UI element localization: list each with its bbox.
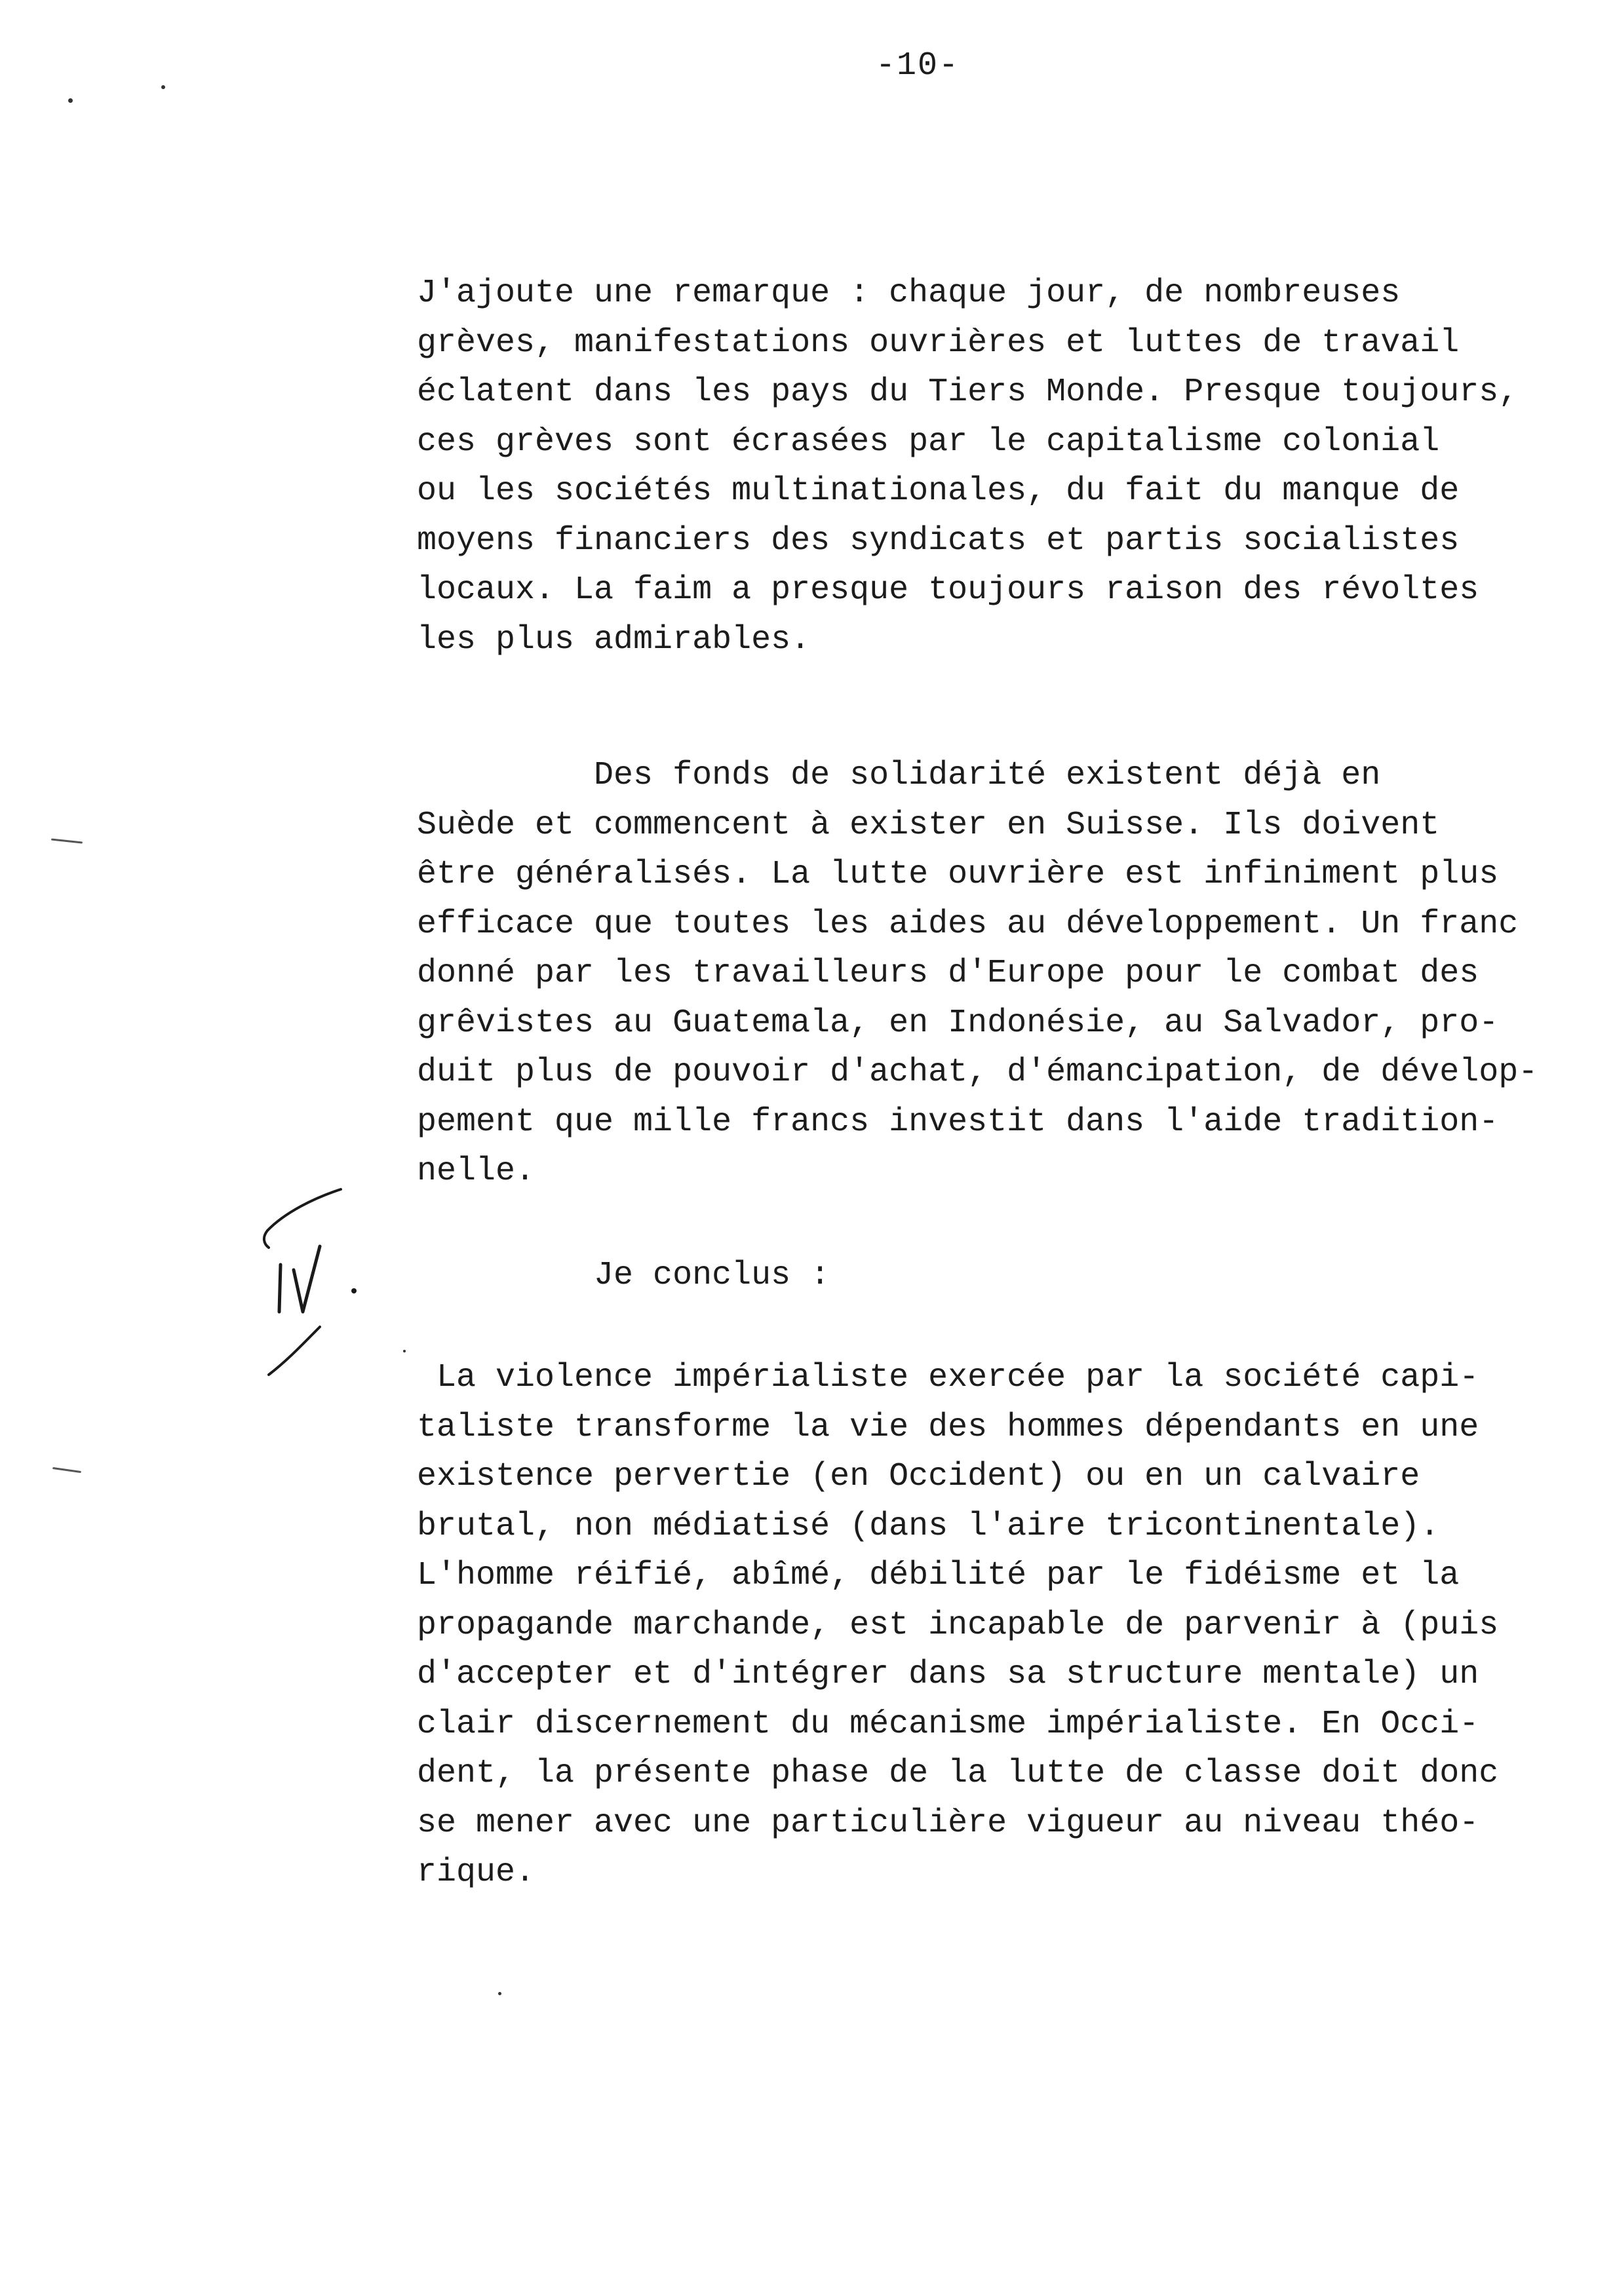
text-line: clair discernement du mécanisme impérialiste. En Occi- (417, 1705, 1479, 1743)
text-line: nelle. (417, 1153, 535, 1190)
text-line: taliste transforme la vie des hommes dépendants en une (417, 1408, 1479, 1446)
text-line: J'ajoute une remarque : chaque jour, de nombreuses (417, 275, 1401, 312)
text-line: éclatent dans les pays du Tiers Monde. Presque toujours, (417, 373, 1519, 411)
page-number: -10- (875, 47, 960, 85)
text-line: rique. (417, 1854, 535, 1891)
lower-pen-stroke (269, 1327, 320, 1375)
paragraph-1 (417, 269, 1518, 664)
conclusion-heading (417, 1251, 830, 1301)
scan-speck (68, 98, 73, 103)
text-line: efficace que toutes les aides au développement. Un franc (417, 905, 1519, 943)
scan-mark (52, 1467, 81, 1473)
text-line: La violence impérialiste exercée par la société capi- (417, 1359, 1479, 1396)
text-line: existence pervertie (en Occident) ou en un calvaire (417, 1458, 1420, 1495)
text-line: ou les sociétés multinationales, du fait du manque de (417, 472, 1460, 510)
scan-speck (498, 1992, 501, 1995)
roman-numeral-V-stroke (294, 1246, 320, 1312)
scan-speck (161, 85, 165, 89)
scan-speck (403, 1350, 406, 1352)
text-line: dent, la présente phase de la lutte de classe doit donc (417, 1755, 1499, 1792)
upper-pen-stroke (264, 1189, 341, 1248)
annotation-dot (351, 1288, 357, 1293)
handwritten-margin-annotation (243, 1166, 380, 1389)
roman-numeral-I-stroke (279, 1265, 281, 1312)
text-line: moyens financiers des syndicats et partis socialistes (417, 522, 1460, 560)
paragraph-3 (417, 1353, 1498, 1898)
text-line: duit plus de pouvoir d'achat, d'émancipation, de dévelop- (417, 1054, 1538, 1091)
text-line: les plus admirables. (417, 621, 811, 659)
text-line: grêvistes au Guatemala, en Indonésie, au Salvador, pro- (417, 1004, 1499, 1042)
paragraph-2 (417, 751, 1538, 1196)
text-line: pement que mille francs investit dans l'aide tradition- (417, 1103, 1499, 1141)
text-line: propagande marchande, est incapable de parvenir à (puis (417, 1606, 1499, 1644)
scan-mark (51, 838, 83, 843)
text-line: ces grèves sont écrasées par le capitalisme colonial (417, 423, 1440, 461)
text-line: Suède et commencent à exister en Suisse. Ils doivent (417, 806, 1440, 844)
text-line: se mener avec une particulière vigueur au niveau théo- (417, 1804, 1479, 1842)
text-line: donné par les travailleurs d'Europe pour le combat des (417, 955, 1479, 992)
text-line: Des fonds de solidarité existent déjà en (417, 757, 1381, 794)
text-line: être généralisés. La lutte ouvrière est infiniment plus (417, 856, 1499, 893)
text-line: brutal, non médiatisé (dans l'aire tricontinentale). (417, 1507, 1440, 1545)
text-line: grèves, manifestations ouvrières et luttes de travail (417, 324, 1460, 362)
text-line: d'accepter et d'intégrer dans sa structure mentale) un (417, 1656, 1479, 1693)
text-line: Je conclus : (417, 1257, 830, 1294)
text-line: locaux. La faim a presque toujours raison des révoltes (417, 571, 1479, 609)
text-line: L'homme réifié, abîmé, débilité par le fidéisme et la (417, 1557, 1460, 1594)
